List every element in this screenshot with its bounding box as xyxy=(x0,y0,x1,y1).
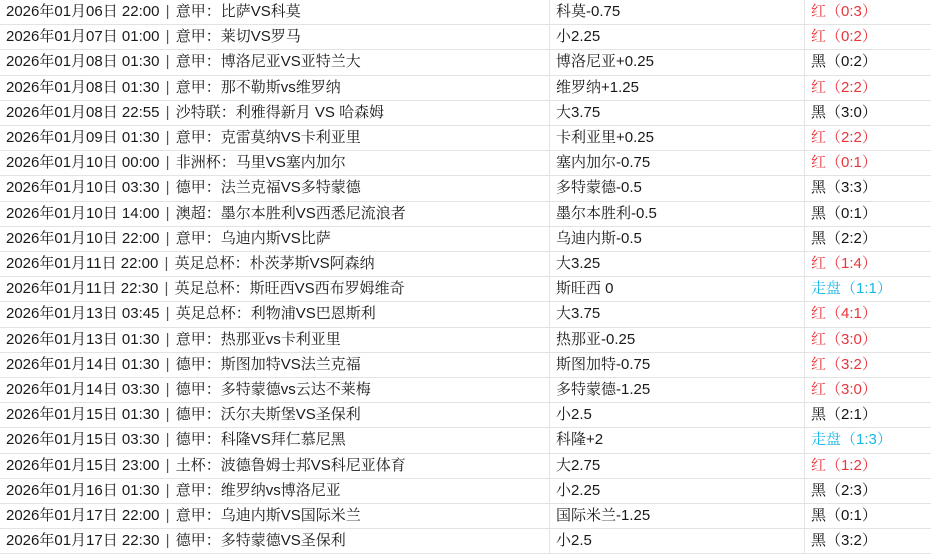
table-row[interactable] xyxy=(0,100,931,125)
match-score: （1:3） xyxy=(841,431,892,448)
match-info-cell xyxy=(0,50,550,75)
match-info-cell xyxy=(0,75,550,100)
match-teams: 墨尔本胜利VS西悉尼流浪者 xyxy=(221,205,406,222)
result-cell xyxy=(805,403,931,428)
league-name: 意甲： xyxy=(176,53,221,70)
table-row[interactable] xyxy=(0,201,931,226)
league-name: 意甲： xyxy=(176,3,221,20)
league-name: 德甲： xyxy=(176,356,221,373)
match-info-cell xyxy=(0,504,550,529)
match-datetime: 2026年01月16日 01:30 xyxy=(6,482,159,499)
league-name: 意甲： xyxy=(176,331,221,348)
result-label: 黑 xyxy=(811,532,826,549)
match-datetime: 2026年01月07日 01:00 xyxy=(6,28,159,45)
handicap-line-cell: 多特蒙德-0.5 xyxy=(550,176,805,201)
field-separator: | xyxy=(164,431,172,448)
match-info-cell xyxy=(0,226,550,251)
table-row[interactable] xyxy=(0,529,931,554)
match-info-cell xyxy=(0,0,550,25)
result-cell xyxy=(805,226,931,251)
match-datetime: 2026年01月08日 01:30 xyxy=(6,53,159,70)
match-datetime: 2026年01月11日 22:30 xyxy=(6,280,158,297)
handicap-line-cell: 墨尔本胜利-0.5 xyxy=(550,201,805,226)
league-name: 英足总杯： xyxy=(175,255,250,272)
table-row[interactable] xyxy=(0,151,931,176)
field-separator: | xyxy=(164,457,172,474)
result-cell xyxy=(805,378,931,403)
result-cell xyxy=(805,0,931,25)
field-separator: | xyxy=(164,507,172,524)
table-row[interactable] xyxy=(0,25,931,50)
match-score: （4:1） xyxy=(826,305,877,322)
league-name: 意甲： xyxy=(176,507,221,524)
match-info-cell xyxy=(0,327,550,352)
field-separator: | xyxy=(164,205,172,222)
match-teams: 乌迪内斯VS国际米兰 xyxy=(221,507,361,524)
league-name: 英足总杯： xyxy=(175,280,250,297)
match-score: （2:1） xyxy=(826,406,877,423)
field-separator: | xyxy=(164,356,172,373)
table-row[interactable] xyxy=(0,403,931,428)
match-score: （2:2） xyxy=(826,129,877,146)
result-label: 黑 xyxy=(811,406,826,423)
match-teams: 波德鲁姆士邦VS科尼亚体育 xyxy=(221,457,406,474)
table-row[interactable] xyxy=(0,504,931,529)
match-datetime: 2026年01月14日 03:30 xyxy=(6,381,159,398)
match-score: （3:0） xyxy=(826,104,877,121)
result-label: 红 xyxy=(811,381,826,398)
match-score: （1:1） xyxy=(841,280,892,297)
result-label: 黑 xyxy=(811,482,826,499)
match-teams: 科隆VS拜仁慕尼黑 xyxy=(221,431,346,448)
match-score: （0:2） xyxy=(826,53,877,70)
match-score: （0:3） xyxy=(826,3,877,20)
result-label: 黑 xyxy=(811,104,826,121)
match-teams: 法兰克福VS多特蒙德 xyxy=(221,179,361,196)
handicap-line-cell: 国际米兰-1.25 xyxy=(550,504,805,529)
result-cell xyxy=(805,25,931,50)
handicap-line-cell: 小2.5 xyxy=(550,403,805,428)
table-row[interactable] xyxy=(0,176,931,201)
result-label: 黑 xyxy=(811,53,826,70)
league-name: 沙特联： xyxy=(176,104,236,121)
match-teams: 维罗纳vs博洛尼亚 xyxy=(221,482,341,499)
league-name: 德甲： xyxy=(176,406,221,423)
result-label: 红 xyxy=(811,356,826,373)
match-score: （2:2） xyxy=(826,230,877,247)
result-label: 红 xyxy=(811,255,826,272)
match-teams: 斯图加特VS法兰克福 xyxy=(221,356,361,373)
match-score: （2:3） xyxy=(826,482,877,499)
match-datetime: 2026年01月14日 01:30 xyxy=(6,356,159,373)
handicap-line-cell: 乌迪内斯-0.5 xyxy=(550,226,805,251)
match-teams: 乌迪内斯VS比萨 xyxy=(221,230,331,247)
match-datetime: 2026年01月11日 22:00 xyxy=(6,255,158,272)
result-label: 走盘 xyxy=(811,280,841,297)
table-row[interactable] xyxy=(0,478,931,503)
match-info-cell xyxy=(0,428,550,453)
result-label: 红 xyxy=(811,79,826,96)
match-score: （3:2） xyxy=(826,532,877,549)
match-score: （0:1） xyxy=(826,154,877,171)
match-datetime: 2026年01月15日 23:00 xyxy=(6,457,159,474)
match-teams: 克雷莫纳VS卡利亚里 xyxy=(221,129,361,146)
match-teams: 多特蒙德vs云达不莱梅 xyxy=(221,381,371,398)
result-label: 红 xyxy=(811,28,826,45)
table-row[interactable] xyxy=(0,453,931,478)
result-label: 黑 xyxy=(811,205,826,222)
result-cell xyxy=(805,302,931,327)
match-info-cell xyxy=(0,252,550,277)
handicap-line-cell: 小2.25 xyxy=(550,25,805,50)
match-datetime: 2026年01月13日 03:45 xyxy=(6,305,159,322)
match-teams: 博洛尼亚VS亚特兰大 xyxy=(221,53,361,70)
result-cell xyxy=(805,529,931,554)
match-datetime: 2026年01月09日 01:30 xyxy=(6,129,159,146)
match-score: （2:2） xyxy=(826,79,877,96)
result-label: 走盘 xyxy=(811,431,841,448)
result-label: 红 xyxy=(811,3,826,20)
handicap-line-cell: 斯旺西 0 xyxy=(550,277,805,302)
result-label: 黑 xyxy=(811,179,826,196)
table-row[interactable] xyxy=(0,75,931,100)
result-cell xyxy=(805,201,931,226)
league-name: 澳超： xyxy=(176,205,221,222)
result-cell xyxy=(805,50,931,75)
match-teams: 多特蒙德VS圣保利 xyxy=(221,532,346,549)
match-datetime: 2026年01月10日 00:00 xyxy=(6,154,159,171)
field-separator: | xyxy=(164,28,172,45)
match-datetime: 2026年01月10日 14:00 xyxy=(6,205,159,222)
match-datetime: 2026年01月15日 03:30 xyxy=(6,431,159,448)
result-label: 红 xyxy=(811,154,826,171)
handicap-line-cell: 大2.75 xyxy=(550,453,805,478)
match-info-cell xyxy=(0,529,550,554)
table-row[interactable] xyxy=(0,428,931,453)
field-separator: | xyxy=(164,53,172,70)
table-row[interactable] xyxy=(0,302,931,327)
result-cell xyxy=(805,176,931,201)
match-info-cell xyxy=(0,302,550,327)
result-cell xyxy=(805,428,931,453)
field-separator: | xyxy=(164,230,172,247)
match-info-cell xyxy=(0,352,550,377)
field-separator: | xyxy=(164,104,172,121)
table-row[interactable] xyxy=(0,50,931,75)
table-row[interactable] xyxy=(0,0,931,25)
result-label: 红 xyxy=(811,305,826,322)
handicap-line-cell: 热那亚-0.25 xyxy=(550,327,805,352)
result-label: 红 xyxy=(811,129,826,146)
match-score: （0:1） xyxy=(826,507,877,524)
match-score: （1:4） xyxy=(826,255,877,272)
match-datetime: 2026年01月08日 22:55 xyxy=(6,104,159,121)
match-datetime: 2026年01月06日 22:00 xyxy=(6,3,159,20)
field-separator: | xyxy=(164,381,172,398)
table-row[interactable] xyxy=(0,378,931,403)
match-datetime: 2026年01月10日 03:30 xyxy=(6,179,159,196)
match-info-cell xyxy=(0,403,550,428)
table-row[interactable] xyxy=(0,352,931,377)
table-row[interactable] xyxy=(0,327,931,352)
match-score: （3:0） xyxy=(826,381,877,398)
league-name: 德甲： xyxy=(176,179,221,196)
league-name: 意甲： xyxy=(176,28,221,45)
league-name: 意甲： xyxy=(176,79,221,96)
match-datetime: 2026年01月17日 22:00 xyxy=(6,507,159,524)
league-name: 德甲： xyxy=(176,431,221,448)
match-teams: 比萨VS科莫 xyxy=(221,3,301,20)
match-teams: 那不勒斯vs维罗纳 xyxy=(221,79,341,96)
match-datetime: 2026年01月08日 01:30 xyxy=(6,79,159,96)
match-datetime: 2026年01月13日 01:30 xyxy=(6,331,159,348)
match-score: （1:2） xyxy=(826,457,877,474)
match-teams: 利物浦VS巴恩斯利 xyxy=(251,305,376,322)
league-name: 英足总杯： xyxy=(176,305,251,322)
result-cell xyxy=(805,151,931,176)
handicap-line-cell: 小2.25 xyxy=(550,478,805,503)
result-label: 黑 xyxy=(811,507,826,524)
handicap-line-cell: 科隆+2 xyxy=(550,428,805,453)
handicap-line-cell: 科莫-0.75 xyxy=(550,0,805,25)
match-info-cell xyxy=(0,478,550,503)
field-separator: | xyxy=(164,482,172,499)
league-name: 非洲杯： xyxy=(176,154,236,171)
handicap-line-cell: 大3.75 xyxy=(550,302,805,327)
field-separator: | xyxy=(163,280,171,297)
match-teams: 莱切VS罗马 xyxy=(221,28,301,45)
match-datetime: 2026年01月10日 22:00 xyxy=(6,230,159,247)
result-cell xyxy=(805,277,931,302)
league-name: 德甲： xyxy=(176,381,221,398)
match-info-cell xyxy=(0,378,550,403)
table-row[interactable] xyxy=(0,126,931,151)
result-label: 红 xyxy=(811,331,826,348)
handicap-line-cell: 大3.75 xyxy=(550,100,805,125)
handicap-line-cell: 维罗纳+1.25 xyxy=(550,75,805,100)
match-datetime: 2026年01月17日 22:30 xyxy=(6,532,159,549)
field-separator: | xyxy=(163,255,171,272)
result-cell xyxy=(805,352,931,377)
match-teams: 马里VS塞内加尔 xyxy=(236,154,346,171)
match-teams: 朴茨茅斯VS阿森纳 xyxy=(250,255,375,272)
table-row[interactable] xyxy=(0,226,931,251)
field-separator: | xyxy=(164,154,172,171)
match-teams: 斯旺西VS西布罗姆维奇 xyxy=(250,280,405,297)
result-cell xyxy=(805,327,931,352)
match-info-cell xyxy=(0,126,550,151)
handicap-line-cell: 小2.5 xyxy=(550,529,805,554)
result-cell xyxy=(805,75,931,100)
match-score: （0:2） xyxy=(826,28,877,45)
result-label: 黑 xyxy=(811,230,826,247)
match-score: （0:1） xyxy=(826,205,877,222)
handicap-line-cell: 卡利亚里+0.25 xyxy=(550,126,805,151)
result-cell xyxy=(805,453,931,478)
league-name: 意甲： xyxy=(176,482,221,499)
match-info-cell xyxy=(0,151,550,176)
result-cell xyxy=(805,126,931,151)
league-name: 意甲： xyxy=(176,129,221,146)
match-teams: 沃尔夫斯堡VS圣保利 xyxy=(221,406,361,423)
field-separator: | xyxy=(164,331,172,348)
field-separator: | xyxy=(164,3,172,20)
match-info-cell xyxy=(0,453,550,478)
league-name: 土杯： xyxy=(176,457,221,474)
handicap-line-cell: 大3.25 xyxy=(550,252,805,277)
match-score: （3:0） xyxy=(826,331,877,348)
result-label: 红 xyxy=(811,457,826,474)
match-info-cell xyxy=(0,277,550,302)
match-score: （3:2） xyxy=(826,356,877,373)
match-teams: 利雅得新月 VS 哈森姆 xyxy=(236,104,384,121)
field-separator: | xyxy=(164,129,172,146)
result-cell xyxy=(805,478,931,503)
field-separator: | xyxy=(164,305,172,322)
match-score: （3:3） xyxy=(826,179,877,196)
field-separator: | xyxy=(164,532,172,549)
match-info-cell xyxy=(0,201,550,226)
handicap-line-cell: 斯图加特-0.75 xyxy=(550,352,805,377)
result-cell xyxy=(805,504,931,529)
match-info-cell xyxy=(0,100,550,125)
match-info-cell xyxy=(0,25,550,50)
handicap-line-cell: 博洛尼亚+0.25 xyxy=(550,50,805,75)
league-name: 意甲： xyxy=(176,230,221,247)
match-teams: 热那亚vs卡利亚里 xyxy=(221,331,341,348)
handicap-line-cell: 塞内加尔-0.75 xyxy=(550,151,805,176)
result-cell xyxy=(805,100,931,125)
result-cell xyxy=(805,252,931,277)
table-row[interactable] xyxy=(0,277,931,302)
field-separator: | xyxy=(164,406,172,423)
field-separator: | xyxy=(164,179,172,196)
match-info-cell xyxy=(0,176,550,201)
match-datetime: 2026年01月15日 01:30 xyxy=(6,406,159,423)
table-row[interactable] xyxy=(0,252,931,277)
field-separator: | xyxy=(164,79,172,96)
league-name: 德甲： xyxy=(176,532,221,549)
handicap-line-cell: 多特蒙德-1.25 xyxy=(550,378,805,403)
